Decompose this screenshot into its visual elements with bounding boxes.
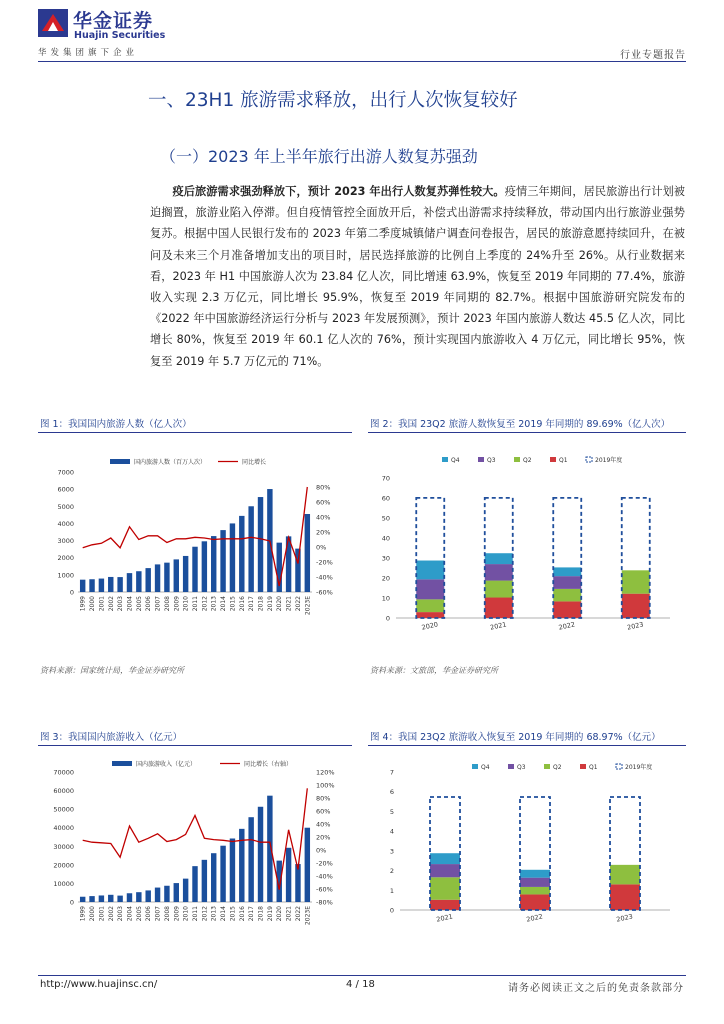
y-left-tick-label: 3000	[57, 537, 74, 546]
section-title: 一、23H1 旅游需求释放，出行人次恢复较好	[148, 90, 518, 111]
segment-Q4-2020	[416, 561, 444, 580]
bar-2000	[89, 579, 94, 592]
legend-label: Q4	[481, 764, 490, 771]
segment-Q3-2020	[416, 579, 444, 599]
fig4-title: 图 4：我国 23Q2 旅游收入恢复至 2019 年同期的 68.97%（亿元）	[370, 732, 661, 743]
x-tick-label: 2016	[238, 906, 246, 922]
legend-label: Q3	[487, 457, 496, 464]
x-tick-label: 2000	[89, 906, 97, 922]
segment-Q1-2023	[610, 884, 640, 910]
bar-2015	[230, 523, 235, 592]
bar-1999	[80, 897, 85, 902]
bar-2017	[248, 506, 253, 592]
x-tick-label: 2022	[557, 620, 576, 632]
fig3-title: 图 3：我国国内旅游收入（亿元）	[40, 732, 183, 743]
y-left-tick-label: 20000	[53, 861, 74, 870]
fig2-title: 图 2：我国 23Q2 旅游人数恢复至 2019 年同期的 89.69%（亿人次）	[370, 419, 671, 430]
footer-website-link[interactable]: http://www.huajinsc.cn/	[40, 979, 158, 990]
legend-swatch-Q1	[550, 457, 556, 462]
fig3-title-rule	[38, 745, 352, 746]
bar-2015	[230, 838, 235, 902]
y-tick-label: 0	[389, 906, 394, 915]
bar-2009	[174, 883, 179, 902]
y-right-tick-label: 80%	[316, 483, 331, 492]
bar-2005	[136, 892, 141, 902]
x-tick-label: 2003	[117, 596, 125, 612]
bar-2006	[145, 568, 150, 592]
y-right-tick-label: -20%	[316, 859, 333, 868]
y-tick-label: 30	[381, 554, 390, 563]
y-tick-label: 3	[389, 847, 394, 856]
x-tick-label: 2023	[626, 620, 645, 632]
y-left-tick-label: 10000	[53, 879, 74, 888]
segment-Q1-2021	[485, 598, 513, 618]
segment-Q2-2022	[520, 887, 550, 894]
y-right-tick-label: 20%	[316, 528, 331, 537]
body-paragraph	[150, 181, 685, 372]
x-tick-label: 2005	[135, 906, 143, 922]
x-tick-label: 2021	[285, 906, 293, 922]
fig1-chart	[40, 452, 350, 642]
x-tick-label: 2009	[173, 596, 181, 612]
fig3-chart	[40, 758, 350, 960]
y-tick-label: 5	[389, 807, 394, 816]
segment-Q2-2023	[622, 570, 650, 593]
x-tick-label: 2010	[182, 906, 190, 922]
y-left-tick-label: 1000	[57, 571, 74, 580]
legend-bar-swatch	[110, 459, 130, 464]
bar-2014	[220, 846, 225, 902]
bar-2006	[145, 890, 150, 902]
legend-label: Q1	[559, 457, 568, 464]
x-tick-label: 2005	[135, 596, 143, 612]
x-tick-label: 2018	[257, 596, 265, 612]
x-tick-label: 2017	[248, 906, 256, 922]
y-right-tick-label: 0%	[316, 846, 327, 855]
y-tick-label: 40	[381, 534, 390, 543]
x-tick-label: 2020	[276, 906, 284, 922]
bar-2012	[202, 541, 207, 592]
bar-2007	[155, 888, 160, 902]
segment-Q2-2022	[553, 589, 581, 602]
bar-2018	[258, 807, 263, 902]
x-tick-label: 2009	[173, 906, 181, 922]
bar-2011	[192, 866, 197, 902]
logo-chinese-name: 华金证券	[73, 10, 154, 32]
segment-Q2-2020	[416, 599, 444, 612]
x-tick-label: 2012	[201, 596, 209, 612]
x-tick-label: 2021	[285, 596, 293, 612]
x-tick-label: 1999	[79, 596, 87, 612]
y-left-tick-label: 0	[69, 588, 74, 597]
x-tick-label: 2019	[266, 906, 274, 922]
x-tick-label: 2022	[294, 906, 302, 922]
legend-label: Q2	[553, 764, 562, 771]
legend-label: Q3	[517, 764, 526, 771]
y-right-tick-label: 80%	[316, 794, 331, 803]
bar-2003	[117, 577, 122, 592]
legend-line-label: 同比增长（右轴）	[244, 761, 293, 768]
x-tick-label: 2016	[238, 596, 246, 612]
y-right-tick-label: -60%	[316, 885, 333, 894]
bar-2010	[183, 556, 188, 592]
legend-swatch-Q2	[544, 764, 550, 769]
fig1-title: 图 1：我国国内旅游人数（亿人次）	[40, 419, 192, 430]
bar-2004	[127, 893, 132, 902]
bar-2018	[258, 497, 263, 592]
huajin-logo-icon	[38, 9, 68, 37]
y-tick-label: 0	[385, 614, 390, 623]
y-tick-label: 4	[389, 827, 394, 836]
bar-1999	[80, 580, 85, 592]
x-tick-label: 2023E	[304, 596, 312, 616]
y-right-tick-label: 20%	[316, 833, 331, 842]
legend-label: Q2	[523, 457, 532, 464]
segment-Q1-2023	[622, 594, 650, 618]
bar-2005	[136, 571, 141, 592]
x-tick-label: 2020	[420, 620, 439, 632]
bar-2021	[286, 848, 291, 902]
y-tick-label: 2	[389, 867, 394, 876]
y-right-tick-label: 100%	[316, 781, 335, 790]
x-tick-label: 2020	[276, 596, 284, 612]
y-tick-label: 1	[389, 886, 394, 895]
x-tick-label: 2022	[294, 596, 302, 612]
legend-bar-label: 国内旅游人数（百万人次）	[134, 459, 207, 466]
y-left-tick-label: 0	[69, 898, 74, 907]
bar-2022	[295, 864, 300, 902]
y-right-tick-label: -80%	[316, 898, 333, 907]
bar-2002	[108, 895, 113, 902]
fig2-title-rule	[368, 432, 686, 433]
segment-Q4-2022	[520, 870, 550, 878]
legend-bar-label: 国内旅游收入（亿元）	[136, 761, 197, 768]
legend-swatch-Q3	[508, 764, 514, 769]
bar-2013	[211, 853, 216, 902]
fig1-source: 资料来源：国家统计局，华金证券研究所	[40, 666, 184, 675]
legend-swatch-Q4	[472, 764, 478, 769]
subsection-title: （一）2023 年上半年旅行出游人数复苏强劲	[160, 147, 478, 166]
y-tick-label: 70	[381, 474, 390, 483]
bar-2007	[155, 564, 160, 592]
y-tick-label: 20	[381, 574, 390, 583]
segment-Q2-2021	[485, 581, 513, 598]
fig1-title-rule	[38, 432, 352, 433]
segment-Q4-2021	[430, 853, 460, 864]
segment-Q3-2022	[553, 576, 581, 589]
page-number: 4 / 18	[346, 979, 375, 990]
y-right-tick-label: 60%	[316, 498, 331, 507]
y-right-tick-label: -20%	[316, 558, 333, 567]
legend-swatch-2019	[586, 457, 592, 462]
x-tick-label: 2011	[192, 906, 199, 922]
footer-disclaimer: 请务必阅读正文之后的免责条款部分	[508, 983, 684, 994]
x-tick-label: 2014	[220, 596, 228, 612]
x-tick-label: 2013	[210, 906, 218, 922]
x-tick-label: 2011	[192, 596, 199, 612]
fig2-source: 资料来源：文旅部，华金证券研究所	[370, 666, 498, 675]
segment-Q4-2021	[485, 553, 513, 564]
bar-2010	[183, 879, 188, 902]
x-tick-label: 2013	[210, 596, 218, 612]
report-type: 行业专题报告	[620, 50, 686, 61]
y-left-tick-label: 60000	[53, 787, 74, 796]
legend-swatch-2019	[616, 764, 622, 769]
bar-2023E	[305, 828, 310, 902]
y-right-tick-label: 0%	[316, 543, 327, 552]
x-tick-label: 2015	[229, 906, 237, 922]
x-tick-label: 2014	[220, 906, 228, 922]
x-tick-label: 2023E	[304, 906, 312, 926]
x-tick-label: 2008	[163, 906, 171, 922]
bar-2000	[89, 896, 94, 902]
y-right-tick-label: 120%	[316, 768, 335, 777]
y-tick-label: 60	[381, 494, 390, 503]
x-tick-label: 1999	[79, 906, 87, 922]
x-tick-label: 2004	[126, 596, 134, 612]
group-tagline: 华发集团旗下企业	[38, 48, 139, 58]
bar-2003	[117, 896, 122, 902]
bar-2011	[192, 547, 197, 592]
y-right-tick-label: 40%	[316, 513, 331, 522]
y-tick-label: 6	[389, 788, 394, 797]
x-tick-label: 2004	[126, 906, 134, 922]
x-tick-label: 2007	[154, 906, 162, 922]
bar-2001	[99, 895, 104, 902]
segment-Q2-2023	[610, 865, 640, 885]
bar-2022	[295, 549, 300, 592]
legend-swatch-Q2	[514, 457, 520, 462]
y-right-tick-label: 60%	[316, 807, 331, 816]
segment-Q2-2021	[430, 877, 460, 899]
fig4-title-rule	[368, 745, 686, 746]
x-tick-label: 2006	[145, 906, 153, 922]
y-left-tick-label: 40000	[53, 824, 74, 833]
x-tick-label: 2002	[107, 596, 115, 612]
segment-Q1-2022	[553, 601, 581, 618]
bar-2016	[239, 516, 244, 592]
x-tick-label: 2001	[98, 596, 106, 612]
y-left-tick-label: 6000	[57, 485, 74, 494]
segment-Q4-2022	[553, 567, 581, 576]
y-left-tick-label: 7000	[57, 468, 74, 477]
y-tick-label: 7	[389, 768, 394, 777]
legend-label: 2019年度	[595, 457, 623, 464]
footer-divider	[38, 975, 686, 976]
x-tick-label: 2002	[107, 906, 115, 922]
y-left-tick-label: 70000	[53, 768, 74, 777]
legend-line-label: 同比增长	[242, 459, 267, 466]
paragraph-text: 疫情三年期间，居民旅游出行计划被迫搁置，旅游业陷入停滞。但自疫情管控全面放开后，补偿式出游需求持续释放，带动国内出行旅游业强势复苏。根据中国人民银行发布的 2023 年第二季度城镇储户调查问卷报告，居民的旅游意愿持续回升，在被问及未来三个月准备增加支出的项目时，居民选择旅游的比例自上季度的 24%升至 26%。从行业数据来看，2023 年 H1 中国旅游人次为 23.84 亿人次，同比增速 63.9%，恢复至 2019 年同期的 77.4%，旅游收入实现 2.3 万亿元，同比增长 95.9%，恢复至 2019 年同期的 82.7%。根据中国旅游研究院发布的《2022 年中国旅游经济运行分析与 2023 年发展预测》，预计 2023 年国内旅游人数达 45.5 亿人次，同比增长 80%，恢复至 2019 年 60.1 亿人次的 76%，预计实现国内旅游收入 4 万亿元，同比增长 95%，恢复至 2019 年 5.7 万亿元的 71%。	[150, 185, 685, 368]
y-right-tick-label: -40%	[316, 573, 333, 582]
y-left-tick-label: 50000	[53, 805, 74, 814]
x-tick-label: 2021	[435, 912, 454, 924]
legend-label: Q4	[451, 457, 460, 464]
x-tick-label: 2006	[145, 596, 153, 612]
fig2-chart	[370, 448, 685, 642]
logo-english-name: Huajin Securities	[74, 30, 166, 41]
legend-bar-swatch	[112, 761, 132, 766]
y-left-tick-label: 5000	[57, 502, 74, 511]
page-header	[0, 0, 724, 65]
legend-swatch-Q3	[478, 457, 484, 462]
y-tick-label: 50	[381, 514, 390, 523]
y-left-tick-label: 2000	[57, 554, 74, 563]
segment-Q3-2021	[430, 864, 460, 877]
y-left-tick-label: 4000	[57, 519, 74, 528]
fig4-chart	[370, 758, 685, 940]
x-tick-label: 2007	[154, 596, 162, 612]
x-tick-label: 2000	[89, 596, 97, 612]
legend-label: 2019年度	[625, 764, 653, 771]
x-tick-label: 2023	[615, 912, 634, 924]
x-tick-label: 2021	[489, 620, 508, 632]
x-tick-label: 2001	[98, 906, 106, 922]
paragraph-lead: 疫后旅游需求强劲释放下，预计 2023 年出行人数复苏弹性较大。	[172, 185, 505, 198]
x-tick-label: 2003	[117, 906, 125, 922]
bar-2012	[202, 860, 207, 902]
y-left-tick-label: 30000	[53, 842, 74, 851]
legend-label: Q1	[589, 764, 598, 771]
bar-2002	[108, 577, 113, 592]
segment-Q3-2021	[485, 564, 513, 581]
x-tick-label: 2008	[163, 596, 171, 612]
y-right-tick-label: -40%	[316, 872, 333, 881]
x-tick-label: 2012	[201, 906, 209, 922]
segment-Q3-2022	[520, 878, 550, 887]
legend-swatch-Q1	[580, 764, 586, 769]
bar-2004	[127, 573, 132, 592]
x-tick-label: 2019	[266, 596, 274, 612]
bar-2023E	[305, 514, 310, 592]
x-tick-label: 2015	[229, 596, 237, 612]
segment-Q1-2021	[430, 900, 460, 910]
y-tick-label: 10	[381, 594, 390, 603]
bar-2008	[164, 886, 169, 902]
x-tick-label: 2010	[182, 596, 190, 612]
header-divider	[38, 61, 686, 62]
x-tick-label: 2022	[525, 912, 544, 924]
y-right-tick-label: 40%	[316, 820, 331, 829]
bar-2017	[248, 817, 253, 902]
segment-Q1-2022	[520, 894, 550, 910]
bar-2013	[211, 536, 216, 592]
bar-2008	[164, 563, 169, 592]
legend-swatch-Q4	[442, 457, 448, 462]
x-tick-label: 2017	[248, 596, 256, 612]
x-tick-label: 2018	[257, 906, 265, 922]
bar-2001	[99, 579, 104, 592]
y-right-tick-label: -60%	[316, 588, 333, 597]
bar-2009	[174, 559, 179, 592]
